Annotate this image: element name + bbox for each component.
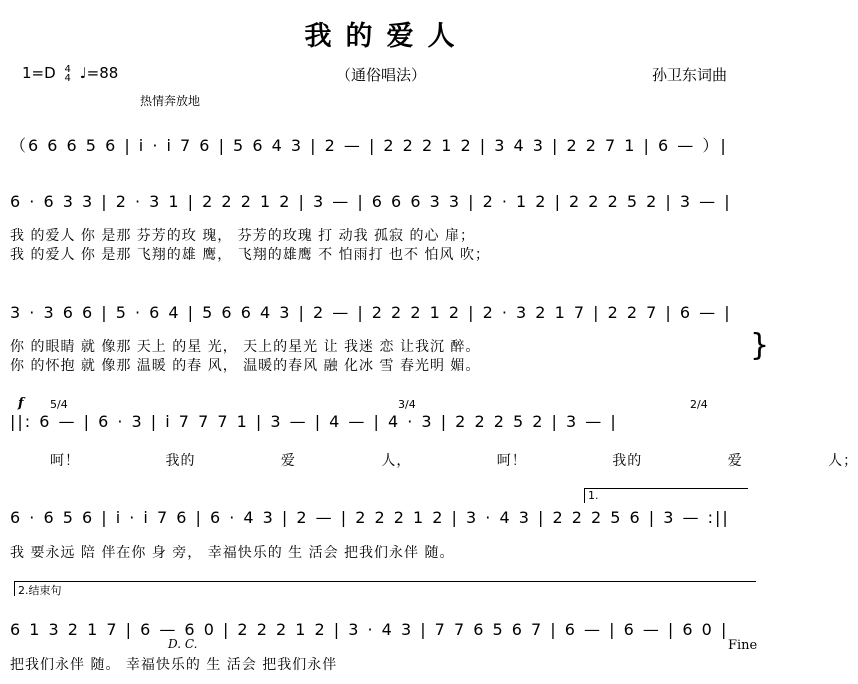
lyric-ending: 把我们永伴 随。 幸福快乐的 生 活会 把我们永伴: [10, 657, 338, 673]
volta-2-label: 2.结束句: [18, 584, 62, 597]
notation-line: 6 1 3 2 1 7 | 6 — 6 0 | 2 2 2 1 2 | 3 · 4 3 | 7 7 6 5 6 7 | 6 — | 6 — | 6 0 |: [10, 620, 729, 639]
lyric-chorus: 我 要永远 陪 伴在你 身 旁， 幸福快乐的 生 活会 把我们永伴 随。: [10, 545, 455, 561]
staff-row-4: [10, 396, 858, 469]
notation-line: 6 · 6 3 3 | 2 · 3 1 | 2 2 2 1 2 | 3 — | 6 6 6 3 3 | 2 · 1 2 | 2 2 2 5 2 | 3 — |: [10, 192, 732, 211]
time-sig-top: 4: [64, 63, 71, 75]
lyric-verse-2: 你 的怀抱 就 像那 温暖 的春 风， 温暖的春风 融 化冰 雪 春光明 媚。: [10, 358, 481, 374]
composer: 孙卫东词曲: [652, 66, 728, 84]
fine-mark: Fine: [728, 638, 758, 653]
notation-line: ||: 6 — | 6 · 3 | i 7 7 7 1 | 3 — | 4 — | 4 · 3 | 2 2 2 5 2 | 3 — |: [10, 412, 618, 431]
staff-row-2: [10, 192, 770, 263]
mood-marking: 热情奔放地: [140, 94, 201, 108]
volta-2: [14, 581, 756, 596]
staff-row-1: [10, 133, 770, 173]
key-label: 1=D: [22, 64, 56, 82]
notation-line: （6 6 6 5 6 | i · i 7 6 | 5 6 4 3 | 2 — | 2 2 2 1 2 | 3 4 3 | 2 2 7 1 | 6 — ）|: [10, 136, 728, 155]
dynamic-forte: f: [18, 396, 24, 411]
dc-mark: D. C.: [168, 637, 198, 651]
meter-change-3-4: 3/4: [398, 398, 416, 411]
time-sig-bottom: 4: [64, 72, 71, 84]
lyric-verse-2: 我 的爱人 你 是那 飞翔的雄 鹰， 飞翔的雄鹰 不 怕雨打 也不 怕风 吹；: [10, 247, 490, 263]
song-title: 我的爱人: [304, 21, 469, 52]
staff-row-5: [10, 508, 770, 561]
notation-line: 3 · 3 6 6 | 5 · 6 4 | 5 6 6 4 3 | 2 — | 2 2 2 1 2 | 2 · 3 2 1 7 | 2 2 7 | 6 — |: [10, 303, 732, 322]
meter-change-5-4: 5/4: [50, 398, 68, 411]
volta-1-label: 1.: [588, 489, 599, 502]
meter-change-2-4: 2/4: [690, 398, 708, 411]
notation-line: 6 · 6 5 6 | i · i 7 6 | 6 · 4 3 | 2 — | 2 2 2 1 2 | 3 · 4 3 | 2 2 2 5 6 | 3 — :||: [10, 508, 730, 527]
volta-1: [584, 488, 748, 503]
lyric-verse-1: 我 的爱人 你 是那 芬芳的玫 瑰， 芬芳的玫瑰 打 动我 孤寂 的心 扉；: [10, 228, 475, 244]
lyric-verse-1: 你 的眼睛 就 像那 天上 的星 光， 天上的星光 让 我迷 恋 让我沉 醉。: [10, 339, 481, 355]
key-signature: [22, 64, 118, 83]
verse-brace: }: [750, 328, 770, 363]
staff-row-3: [10, 303, 770, 374]
lyric-refrain: 呵！ 我的 爱 人， 呵！ 我的 爱 人；: [50, 453, 858, 469]
tempo-mark: ♩=88: [79, 64, 119, 82]
staff-row-6: [10, 620, 770, 673]
style-note: （通俗唱法）: [336, 66, 427, 84]
time-signature: [64, 65, 70, 83]
